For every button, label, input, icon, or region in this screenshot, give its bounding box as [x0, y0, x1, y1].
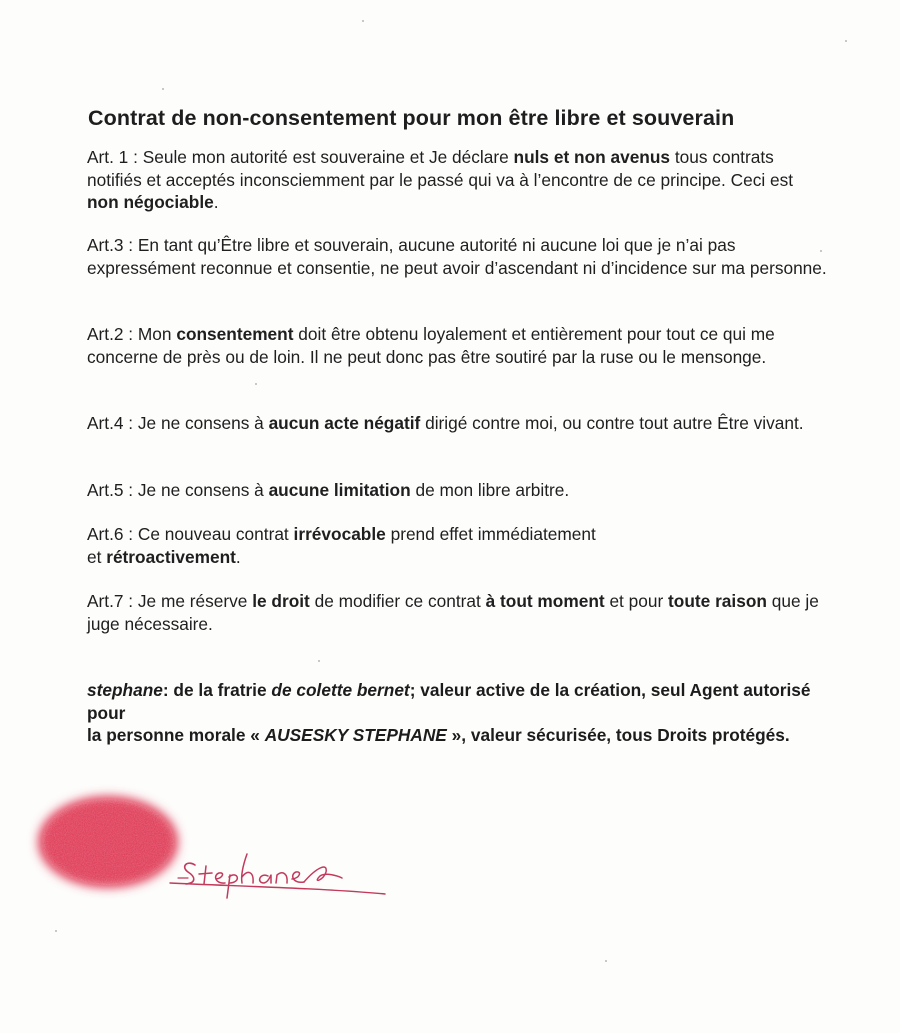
- scan-speck: [255, 383, 257, 385]
- article-bold-text: à tout moment: [485, 591, 605, 611]
- article-label: Art. 1: [87, 147, 129, 167]
- article-2: Art.2 : Mon consentement doit être obtenu loyalement et entièrement pour tout ce qui me concerne de près ou de loin. Il ne peut donc pas être soutiré par la ruse ou le mensonge.: [87, 324, 775, 367]
- declaration-text: : de la fratrie: [162, 680, 272, 700]
- scan-speck: [605, 960, 607, 962]
- declaration-text: ; valeur active de la création, seul Agent autorisé pour: [87, 680, 811, 723]
- fingerprint-texture: [42, 799, 174, 885]
- signature-stroke: [216, 873, 225, 883]
- article-label: Art.4: [87, 413, 124, 433]
- article-6: Art.6 : Ce nouveau contrat irrévocable prend effet immédiatement et rétroactivement.: [87, 524, 596, 567]
- article-text: de modifier ce contrat: [309, 591, 486, 611]
- signature-stroke: [276, 873, 287, 883]
- signature-stroke: [304, 867, 342, 882]
- article-bold-text: irrévocable: [293, 524, 386, 544]
- declaration-text: la personne morale «: [87, 725, 265, 745]
- article-1: Art. 1 : Seule mon autorité est souveraine et Je déclare nuls et non avenus tous contrats notifiés et acceptés inconsciemment par le passé qui va à l’encontre de ce principe. Ceci est non négociable.: [87, 147, 794, 212]
- article-text: et: [87, 546, 107, 567]
- scan-speck: [318, 660, 320, 662]
- declaration-lineage: de colette bernet: [271, 680, 410, 700]
- article-text: tous contrats notifiés et acceptés inconsciemment par le passé qui va à l’encontre de ce principe. Ceci est: [87, 147, 794, 190]
- article-bold-text: rétroactivement: [106, 546, 236, 567]
- article-bold-text: toute raison: [668, 591, 767, 611]
- article-text: Ce nouveau contrat: [137, 524, 294, 544]
- article-bold-text: aucun acte négatif: [268, 413, 421, 433]
- handwritten-signature: [170, 854, 385, 898]
- signature-underline: [170, 883, 385, 894]
- article-text: .: [213, 192, 219, 212]
- article-bold-text: non négociable: [87, 192, 214, 212]
- article-text: Je ne consens à: [137, 480, 269, 500]
- signature-stroke: [185, 863, 195, 884]
- scan-speck: [820, 250, 822, 252]
- article-text: Seule mon autorité est souveraine et Je déclare: [142, 147, 514, 167]
- article-text: Mon: [137, 324, 177, 344]
- article-text: que je juge nécessaire.: [87, 591, 819, 634]
- signature-block: [20, 780, 420, 920]
- declaration: [87, 679, 847, 747]
- signature-graphic: [20, 780, 420, 920]
- article-bold-text: le droit: [252, 591, 310, 611]
- article-bold-text: consentement: [176, 324, 294, 344]
- article-text: doit être obtenu loyalement et entièrement pour tout ce qui me concerne de près ou de loin. Il ne peut donc pas être soutiré par la ruse ou le mensonge.: [87, 324, 775, 367]
- article-text: Je me réserve: [137, 591, 253, 611]
- article-label: Art.2: [87, 324, 124, 344]
- article-label: Art.6: [87, 524, 124, 544]
- article-3: Art.3 : En tant qu’Être libre et souverain, aucune autorité ni aucune loi que je n’ai pas expressément reconnue et consentie, ne peut avoir d’ascendant ni d’incidence sur ma personne.: [87, 235, 827, 278]
- article-text: et pour: [604, 591, 669, 611]
- article-bold-text: aucune limitation: [268, 480, 411, 500]
- signature-stroke: [242, 854, 253, 883]
- article-bold-text: nuls et non avenus: [513, 147, 671, 167]
- signature-stroke: [292, 872, 304, 882]
- article-label: Art.5: [87, 480, 124, 500]
- scan-speck: [362, 20, 364, 22]
- article-text: Je ne consens à: [137, 413, 269, 433]
- article-text: prend effet immédiatement: [385, 524, 596, 544]
- document-title: Contrat de non-consentement pour mon être libre et souverain: [88, 106, 735, 130]
- declaration-text: », valeur sécurisée, tous Droits protégés.: [446, 725, 790, 745]
- article-text: de mon libre arbitre.: [410, 480, 570, 500]
- declaration-entity: AUSESKY STEPHANE: [264, 725, 447, 745]
- article-label: Art.3: [87, 235, 124, 255]
- article-text: .: [235, 546, 241, 567]
- declaration-name: stephane: [87, 680, 163, 700]
- article-7: Art.7 : Je me réserve le droit de modifier ce contrat à tout moment et pour toute raison que je juge nécessaire.: [87, 591, 819, 634]
- scan-speck: [162, 88, 164, 90]
- article-text: dirigé contre moi, ou contre tout autre Être vivant.: [420, 413, 804, 433]
- signature-stroke: [260, 875, 271, 883]
- signature-stroke: [199, 866, 212, 884]
- article-5: Art.5 : Je ne consens à aucune limitation de mon libre arbitre.: [87, 480, 570, 500]
- article-text: En tant qu’Être libre et souverain, aucune autorité ni aucune loi que je n’ai pas expressément reconnue et consentie, ne peut avoir d’ascendant ni d’incidence sur ma personne.: [87, 235, 827, 278]
- scan-speck: [845, 40, 847, 42]
- scan-speck: [55, 930, 57, 932]
- fingerprint-seal: [38, 796, 178, 888]
- article-4: Art.4 : Je ne consens à aucun acte négatif dirigé contre moi, ou contre tout autre Être vivant.: [87, 413, 804, 433]
- article-label: Art.7: [87, 591, 124, 611]
